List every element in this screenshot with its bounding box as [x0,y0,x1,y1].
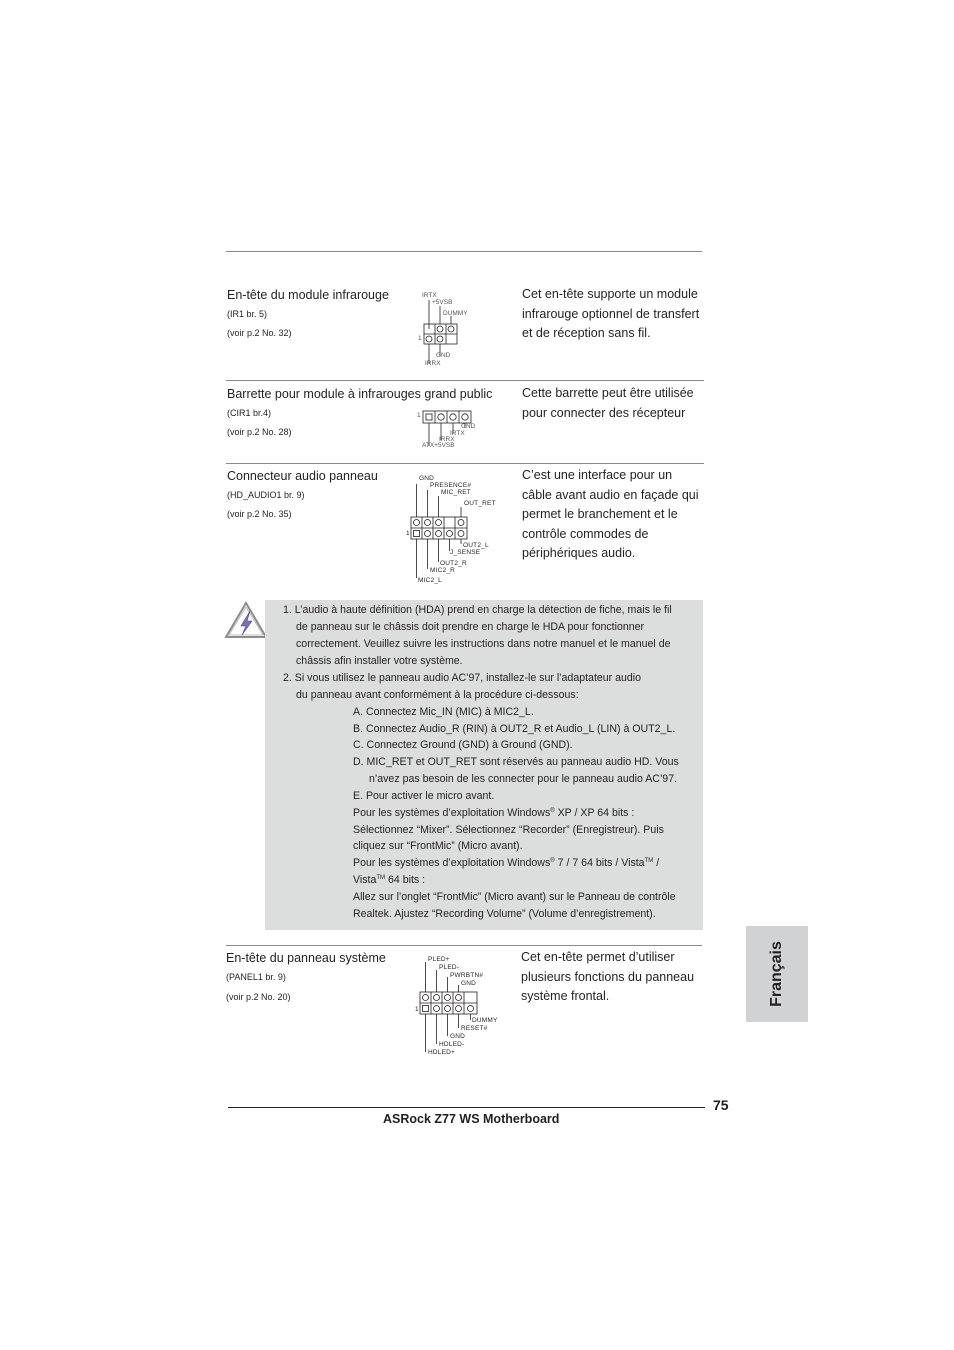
cir-header-pins: (CIR1 br.4) [227,408,272,418]
note-step-c: C. Connectez Ground (GND) à Ground (GND). [353,739,573,751]
ir-header-pins: (IR1 br. 5) [227,309,268,319]
cir-pin-one: 1 [417,412,421,419]
panel-header-ref: (voir p.2 No. 20) [226,992,291,1002]
cir-header-title: Barrette pour module à infrarouges grand public [227,387,493,401]
cir-header-ref: (voir p.2 No. 28) [227,427,292,437]
note-step-b: B. Connectez Audio_R (RIN) à OUT2_R et Audio_L (LIN) à OUT2_L. [353,723,676,735]
note-line-5: 2. Si vous utilisez le panneau audio AC’97, installez-le sur l’adaptateur audio [283,672,642,684]
panel-pin-pwrbtn: PWRBTN# [450,972,484,979]
note-vista-line-1: Pour les systèmes d’exploitation Windows® 7 / 7 64 bits / Vista™ / [353,857,660,869]
audio-pin-diagram [405,474,505,586]
cir-header-desc: Cette barrette peut être utilisée pour connecter des récepteur [522,386,694,420]
ir-pin-irtx: IRTX [422,292,437,299]
audio-pin-jsense: J_SENSE [450,549,481,556]
ir-header-ref: (voir p.2 No. 32) [227,328,292,338]
language-tab: Français [746,926,808,1022]
footer-title: ASRock Z77 WS Motherboard [383,1112,560,1126]
audio-pin-one: 1 [406,530,410,537]
warning-icon [224,601,268,639]
ir-header-title: En-tête du module infrarouge [227,288,389,302]
audio-pin-presence: PRESENCE# [430,482,472,489]
panel-pin-reset: RESET# [461,1025,488,1032]
divider-2 [226,463,704,464]
note-line-6: du panneau avant conformément à la procédure ci-dessous: [296,689,579,701]
ir-pin-dummy: DUMMY [443,310,468,317]
panel-header-desc: Cet en-tête permet d’utiliser plusieurs fonctions du panneau système frontal. [521,950,695,1003]
header-rule [226,251,702,252]
page-number: 75 [713,1097,729,1113]
cir-pin-atx: ATX+5VSB [422,442,455,449]
audio-pin-out2r: OUT2_R [440,560,467,567]
ir-header-desc: Cet en-tête supporte un module infrarouge optionnel de transfert et de réception sans fil. [522,287,700,340]
note-step-d2: n’avez pas besoin de les connecter pour le panneau audio AC’97. [369,773,678,785]
divider-3 [226,945,702,946]
panel-pin-gnd-2: GND [450,1033,466,1040]
note-step-a: A. Connectez Mic_IN (MIC) à MIC2_L. [353,706,534,718]
audio-header-ref: (voir p.2 No. 35) [227,509,292,519]
note-line-4: châssis afin installer votre système. [296,655,463,667]
audio-header-title: Connecteur audio panneau [227,469,378,483]
panel-pin-gnd: GND [461,980,477,987]
note-xp-line-2: Sélectionnez “Mixer”. Sélectionnez “Recorder” (Enregistreur). Puis [353,824,664,836]
cir-pin-irtx: IRTX [450,430,465,437]
cir-pin-irrx: IRRX [439,436,455,443]
note-line-1: 1. L’audio à haute définition (HDA) prend en charge la détection de fiche, mais le fil [283,604,672,616]
audio-pin-mic2l: MIC2_L [418,577,442,584]
note-line-3: correctement. Veuillez suivre les instructions dans notre manuel et le manuel de [296,638,671,650]
audio-pin-outret: OUT_RET [464,500,496,507]
note-xp-line-1: Pour les systèmes d’exploitation Windows® XP / XP 64 bits : [353,807,635,819]
cir-pin-diagram [416,408,484,454]
audio-header-pins: (HD_AUDIO1 br. 9) [227,490,305,500]
audio-pin-micret: MIC_RET [441,489,471,496]
panel-pin-hdled-plus: HDLED+ [428,1049,456,1056]
audio-pin-out2l: OUT2_L [463,542,489,549]
audio-header-desc: C’est une interface pour un câble avant audio en façade qui permet le branchement et le contrôle commodes de périphériques audio. [522,468,699,560]
note-vista-line-2: Vista™ 64 bits : [353,874,426,886]
ir-pin-irrx: IRRX [425,360,441,367]
ir-pin-5vsb: +5VSB [432,299,453,306]
panel-pin-pled-plus: PLED+ [428,956,450,963]
note-line-2: de panneau sur le châssis doit prendre en charge le HDA pour fonctionner [296,621,645,633]
note-vista-line-3: Allez sur l’onglet “FrontMic” (Micro avant) sur le Panneau de contrôle [353,891,676,903]
panel-header-title: En-tête du panneau système [226,951,386,965]
audio-pin-gnd: GND [419,475,435,482]
ir-pin-gnd: GND [436,352,451,359]
note-step-d1: D. MIC_RET et OUT_RET sont réservés au panneau audio HD. Vous [353,756,679,768]
panel-pin-hdled-minus: HDLED- [439,1041,465,1048]
ir-pin-diagram [415,290,485,372]
panel-pin-one: 1 [415,1006,419,1013]
ir-pin-one: 1 [418,335,422,342]
panel-pin-dummy: DUMMY [472,1017,498,1024]
note-vista-line-4: Realtek. Ajustez “Recording Volume” (Volume d’enregistrement). [353,908,656,920]
audio-pin-mic2r: MIC2_R [430,567,456,574]
divider-1 [226,380,704,381]
note-step-e: E. Pour activer le micro avant. [353,790,495,802]
panel-header-pins: (PANEL1 br. 9) [226,972,286,982]
footer-rule [228,1107,705,1108]
note-xp-line-3: cliquez sur “FrontMic” (Micro avant). [353,840,523,852]
panel-pin-diagram [412,954,502,1058]
panel-pin-pled-minus: PLED- [439,964,460,971]
cir-pin-gnd: GND [461,423,476,430]
